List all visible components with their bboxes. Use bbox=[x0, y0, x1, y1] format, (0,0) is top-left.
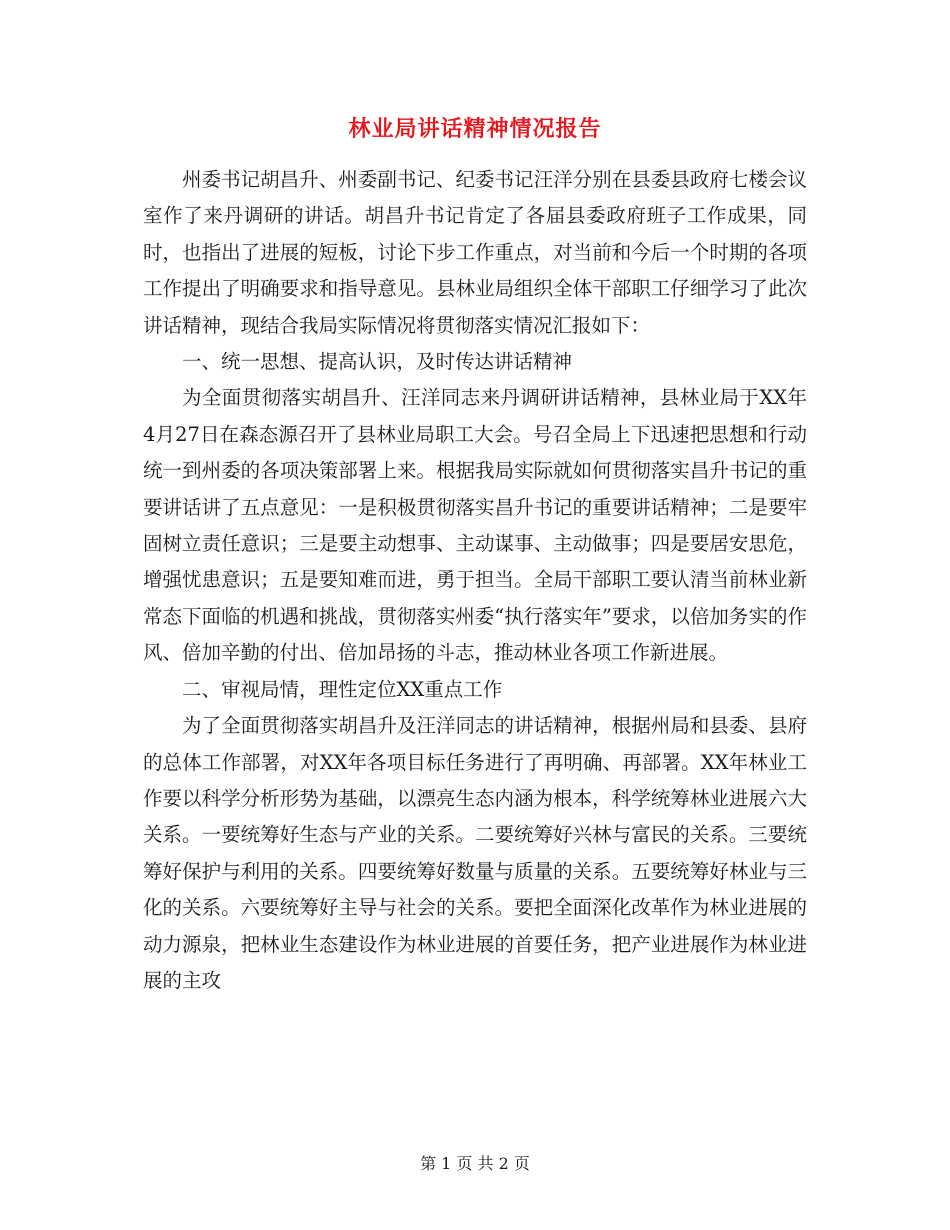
document-body bbox=[143, 162, 807, 999]
section-heading-2: 二、审视局情，理性定位XX重点工作 bbox=[182, 677, 503, 701]
section-heading-1: 一、统一思想、提高认识，及时传达讲话精神 bbox=[182, 350, 573, 374]
paragraph-section-2: 为了全面贯彻落实胡昌升及汪洋同志的讲话精神，根据州局和县委、县府的总体工作部署，对XX年各项目标任务进行了再明确、再部署。XX年林业工作要以科学分析形势为基础，以漂亮生态内涵为根本，科学统筹林业进展六大关系。一要统筹好生态与产业的关系。二要统筹好兴林与富民的关系。三要统筹好保护与利用的关系。四要统筹好数量与质量的关系。五要统筹好林业与三化的关系。六要统筹好主导与社会的关系。要把全面深化改革作为林业进展的动力源泉，把林业生态建设作为林业进展的首要任务，把产业进展作为林业进展的主攻 bbox=[143, 714, 807, 992]
page-number-footer: 第 1 页 共 2 页 bbox=[420, 1154, 530, 1173]
document-title: 林业局讲话精神情况报告 bbox=[348, 116, 602, 142]
paragraph-intro: 州委书记胡昌升、州委副书记、纪委书记汪洋分别在县委县政府七楼会议室作了来丹调研的讲话。胡昌升书记肯定了各届县委政府班子工作成果，同时，也指出了进展的短板，讨论下步工作重点，对当前和今后一个时期的各项工作提出了明确要求和指导意见。县林业局组织全体干部职工仔细学习了此次讲话精神，现结合我局实际情况将贯彻落实情况汇报如下： bbox=[143, 168, 807, 337]
paragraph-section-1: 为全面贯彻落实胡昌升、汪洋同志来丹调研讲话精神，县林业局于XX年4月27日在森态源召开了县林业局职工大会。号召全局上下迅速把思想和行动统一到州委的各项决策部署上来。根据我局实际就如何贯彻落实昌升书记的重要讲话讲了五点意见：一是积极贯彻落实昌升书记的重要讲话精神；二是要牢固树立责任意识；三是要主动想事、主动谋事、主动做事；四是要居安思危，增强忧患意识；五是要知难而进，勇于担当。全局干部职工要认清当前林业新常态下面临的机遇和挑战，贯彻落实州委“执行落实年”要求，以倍加务实的作风、倍加辛勤的付出、倍加昂扬的斗志，推动林业各项工作新进展。 bbox=[143, 386, 807, 665]
